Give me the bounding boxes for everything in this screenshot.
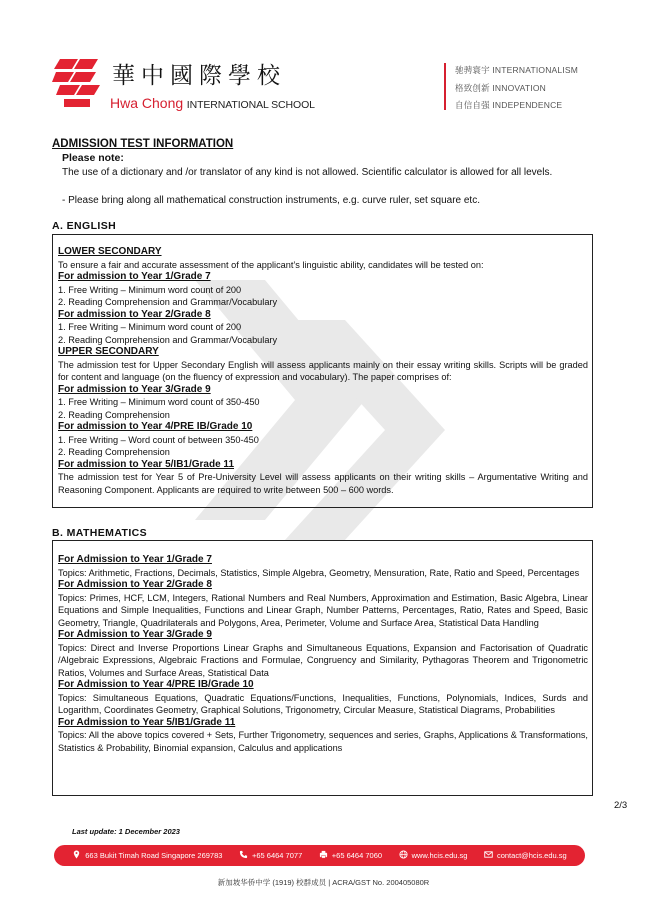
footer-website[interactable]: [399, 850, 468, 861]
math-y2-heading: For Admission to Year 2/Grade 8: [58, 579, 212, 590]
upper-secondary-intro: The admission test for Upper Secondary English will assess applicants mainly on their essay writing skills. Scripts will be graded for content and language (on the fluency of expression and vocabulary). The paper comprises of:: [58, 359, 588, 382]
lower-secondary-heading: LOWER SECONDARY: [58, 246, 162, 257]
math-y4-heading: For Admission to Year 4/PRE IB/Grade 10: [58, 679, 254, 690]
footer-phone[interactable]: [239, 850, 302, 861]
page-number: 2/3: [614, 800, 628, 811]
footer-registration: 新加坡华侨中学 (1919) 校群成员 | ACRA/GST No. 200405080R: [217, 878, 430, 887]
math-section-heading: B. MATHEMATICS: [52, 527, 148, 539]
english-y2-heading: For admission to Year 2/Grade 8: [58, 308, 211, 320]
note-text: The use of a dictionary and /or translator of any kind is not allowed. Scientific calculator is allowed for all levels.: [62, 167, 553, 178]
english-y1-heading: For admission to Year 1/Grade 7: [58, 271, 211, 282]
location-icon: [72, 850, 81, 861]
english-y3-item-1: 1. Free Writing – Minimum word count of 350-450: [58, 397, 260, 407]
math-y5-heading: For Admission to Year 5/IB1/Grade 11: [58, 716, 236, 728]
footer-contact-bar: [54, 845, 585, 866]
math-y1-heading: For Admission to Year 1/Grade 7: [58, 554, 212, 565]
school-name-international: INTERNATIONAL SCHOOL: [186, 99, 315, 111]
last-update: Last update: 1 December 2023: [72, 827, 180, 836]
english-content: [58, 246, 588, 496]
school-name-english: [110, 95, 315, 111]
upper-secondary-heading: UPPER SECONDARY: [58, 346, 159, 357]
phone-text: +65 6464 7077: [251, 851, 303, 860]
english-y3-heading: For admission to Year 3/Grade 9: [58, 383, 211, 395]
email-text: contact@hcis.edu.sg: [496, 851, 567, 860]
note-label: Please note:: [62, 152, 124, 164]
math-content: [58, 554, 588, 754]
school-name-hwa-chong: Hwa Chong: [110, 95, 184, 111]
footer-fax[interactable]: [319, 850, 382, 861]
math-y3-heading: For Admission to Year 3/Grade 9: [58, 629, 212, 640]
english-y3-item-2: 2. Reading Comprehension: [58, 409, 170, 420]
fax-icon: [319, 850, 328, 861]
lower-secondary-intro: To ensure a fair and accurate assessment of the applicant’s linguistic ability, candidates will be tested on:: [58, 259, 484, 270]
fax-text: +65 6464 7060: [331, 851, 383, 860]
english-y2-item-1: 1. Free Writing – Minimum word count of 200: [58, 322, 242, 332]
math-y1-text: Topics: Arithmetic, Fractions, Decimals, Statistics, Simple Algebra, Geometry, Mensuration, Rate, Ratio and Speed, Percentages: [58, 567, 580, 578]
motto-line-3: 自信自强 INDEPENDENCE: [455, 100, 563, 110]
math-y4-text: Topics: Simultaneous Equations, Quadratic Equations/Functions, Inequalities, Functions, Polynomials, Indices, Surds and Logarithm, Coordinates Geometry, Graphical Solutions, Trigonometry, Circular Measure, Statistical Diagrams, Probabilities: [58, 692, 588, 715]
math-y3-text: Topics: Direct and Inverse Proportions Linear Graphs and Simultaneous Equations, Expansion and Factorisation of Quadratic /Algebraic Expressions, Algebraic Fractions and Formulae, Congruency and Similarity, Pythagoras Theorem and Trigonometric Ratios, Volumes and Surface Areas, Statistical Data: [58, 642, 588, 678]
footer-address: [72, 850, 222, 861]
document-title: ADMISSION TEST INFORMATION: [52, 138, 234, 150]
english-y4-item-2: 2. Reading Comprehension: [58, 447, 170, 457]
motto-divider: [444, 63, 446, 110]
note-bullet: - Please bring along all mathematical construction instruments, e.g. curve ruler, set square etc.: [62, 195, 480, 206]
mail-icon: [484, 850, 493, 861]
english-y5-heading: For admission to Year 5/IB1/Grade 11: [58, 458, 235, 470]
english-y4-heading: For admission to Year 4/PRE IB/Grade 10: [58, 421, 253, 432]
globe-icon: [399, 850, 408, 861]
motto-line-1: 驰骋寰宇 INTERNATIONALISM: [455, 65, 579, 75]
english-y1-item-1: 1. Free Writing – Minimum word count of 200: [58, 284, 242, 295]
math-y5-text: Topics: All the above topics covered + Sets, Further Trigonometry, sequences and series, Graphs, Applications & Transformations, Statistics & Probability, Binomial expansion, Calculus and applications: [58, 730, 588, 753]
footer-email[interactable]: [484, 850, 567, 861]
school-name-chinese: 華中國際學校: [112, 63, 286, 89]
motto-line-2: 格致创新 INNOVATION: [455, 83, 546, 93]
phone-icon: [239, 850, 248, 861]
english-section-heading: A. ENGLISH: [52, 220, 117, 232]
address-text: 663 Bukit Timah Road Singapore 269783: [85, 851, 223, 860]
website-text: www.hcis.edu.sg: [411, 851, 468, 860]
math-y2-text: Topics: Primes, HCF, LCM, Integers, Rational Numbers and Real Numbers, Approximation and Estimation, Basic Algebra, Linear Equations and Simple Inequalities, Functions and Linear Graph, Number Patterns, Percentages, Ratio, Rates and Speed, Basic Geometry, Triangle, Quadrilaterals and Polygons, Area, Perimeter, Volume and Surface Area, Statistical Data Handling: [58, 592, 588, 628]
english-y5-text: The admission test for Year 5 of Pre-University Level will assess applicants on their writing skills – Argumentative Writing and Reasoning Component. Applicants are required to write between 500 – 600 words.: [58, 472, 588, 495]
english-y1-item-2: 2. Reading Comprehension and Grammar/Vocabulary: [58, 297, 278, 307]
english-y4-item-1: 1. Free Writing – Word count of between 350-450: [58, 434, 259, 445]
english-y2-item-2: 2. Reading Comprehension and Grammar/Vocabulary: [58, 334, 278, 345]
school-logo-icon: [52, 57, 102, 109]
